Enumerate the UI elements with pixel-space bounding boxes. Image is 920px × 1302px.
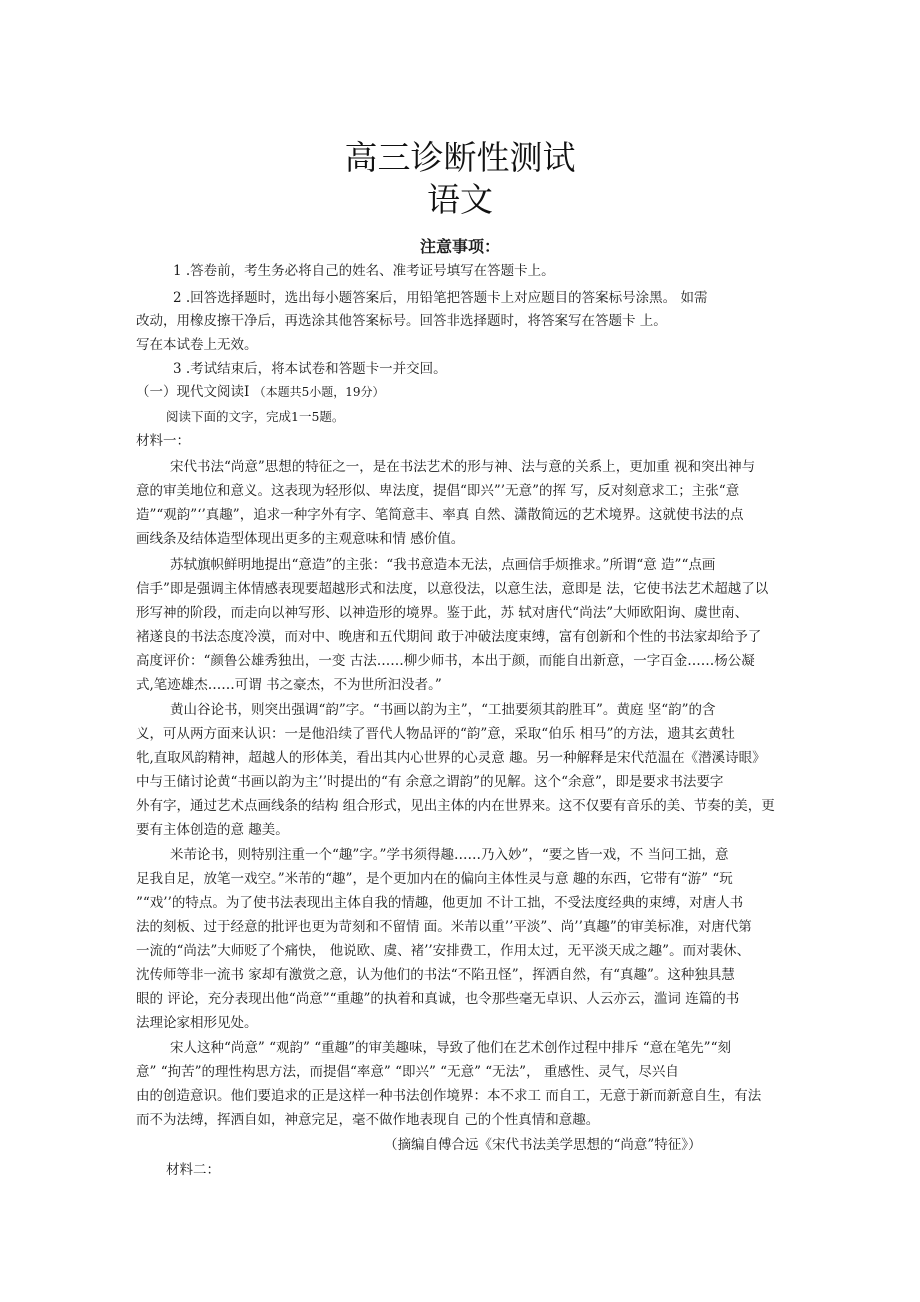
- material-1-line: 中与王储讨论黄“书画以韵为主’’时提出的“有 余意之谓韵”的见解。这个“余意”，即是要求书法要字: [136, 774, 724, 790]
- material-1-line: 褚遂良的书法态度冷漠，而对中、晚唐和五代期间 敢于冲破法度束缚，富有创新和个性的书法家却给予了: [136, 629, 762, 645]
- material-1-line: 义，可从两方面来认识：一是他沿续了晋代人物品评的“韵”意，采取“伯乐 相马”的方法，遗其玄黄牡: [136, 726, 735, 742]
- material-1-line: 米芾论书，则特别注重一个“趣”字。”学书须得趣……乃入妙”，“要之皆一戏，不 当问工拙，意: [170, 847, 729, 863]
- reading-direction: 阅读下面的文字，完成1一5题。: [166, 409, 345, 424]
- material-1-line: 宋人这种“尚意” “观韵” “重趣”的审美趣味，导致了他们在艺术创作过程中排斥 “意在笔先”“刻: [170, 1040, 731, 1056]
- material-1-line: 足我自足，放笔一戏空。”米芾的“趣”，是个更加内在的偏向主体性灵与意 趣的东西，它带有“游” “玩: [136, 871, 733, 887]
- material-1-line: 信手”即是强调主体情感表现要超越形式和法度，以意役法，以意生法，意即是 法，它使书法艺术超越了以: [136, 581, 769, 597]
- material-1-line: 由的创造意识。他们要追求的正是这样一种书法创作境界：本不求工 而自工，无意于新而新意自生，有法: [136, 1088, 762, 1104]
- material-1-line: 意的审美地位和意义。这表现为轻形似、卑法度，提倡“即兴”’无意”的挥 写，反对刻意求工；主张“意: [136, 483, 740, 499]
- material-1-line: 一流的“尚法”大师贬了个痛快， 他说欧、虞、褚’’安排费工，作用太过，无平淡天成之趣”。而对裴休、: [136, 943, 751, 959]
- notice-heading: 注意事项：: [419, 237, 500, 256]
- material-1-line: 法的刻板、过于经意的批评也更为苛刻和不留情 面。米芾以重’’平淡”、尚’’真趣”的审美标准，对唐代第: [136, 919, 752, 935]
- material-1-line: 法理论家相形见处。: [136, 1015, 258, 1031]
- material-1-line: ”“戏’’的特点。为了使书法表现出主体自我的情趣，他更加 不计工拙，不受法度经典的束缚，对唐人书: [136, 895, 744, 911]
- section-title: （一）现代文阅读Ⅰ: [136, 384, 250, 400]
- material-1-line: 苏轼旗帜鲜明地提出“意造”的主张：“我书意造本无法，点画信手烦推求。”所谓“意 造”“点画: [170, 557, 716, 573]
- exam-title: 高三诊断性测试: [344, 138, 576, 177]
- material-1-line: 意” “拘苦”的理性构思方法，而提倡“率意” “即兴” “无意” “无法”， 重感性、灵气，尽兴自: [136, 1064, 679, 1080]
- material-1-line: 眼的 评论，充分表现出他“尚意”“重趣”的执着和真诚，也令那些毫无卓识、人云亦云，滥词 连篇的书: [136, 991, 740, 1007]
- exam-subject: 语文: [427, 180, 493, 219]
- material-1-line: 外有字，通过艺术点画线条的结构 组合形式，见出主体的内在世界来。这不仅要有音乐的美、节奏的美，更: [136, 798, 775, 814]
- instruction-2-end: 写在本试卷上无效。: [136, 337, 258, 353]
- material-1-line: 形写神的阶段，而走向以神写形、以神造形的境界。鉴于此，苏 轼对唐代“尚法”大师欧阳询、虞世南、: [136, 605, 749, 621]
- material-1-line: 沈传师等非一流书 家却有激赏之意，认为他们的书法“不陷丑怪”，挥洒自然，有“真趣”。这种独具慧: [136, 967, 735, 983]
- instruction-1: 1 .答卷前，考生务必将自己的姓名、准考证号填写在答题卡上。: [173, 263, 555, 279]
- section-heading: [136, 382, 385, 402]
- section-note: （本题共5小题，19分）: [253, 385, 385, 399]
- material-1-line: 牝,直取风韵精神，超越人的形体美，看出其内心世界的心灵意 趣。另一种解释是宋代范温在《潜溪诗眼》: [136, 750, 766, 766]
- instruction-2: 2 .回答选择题时，选出每小题答案后，用铅笔把答题卡上对应题目的答案标号涂黑。 如需: [173, 290, 708, 306]
- instruction-3: 3 .考试结束后，将本试卷和答题卡一并交回。: [173, 361, 447, 377]
- instruction-2-cont: 改动，用橡皮擦干净后，再选涂其他答案标号。回答非选择题时，将答案写在答题卡 上。: [136, 313, 667, 329]
- material-1-line: 要有主体创造的意 趣美。: [136, 822, 289, 838]
- material-1-line: 式,笔迹雄杰……可谓 书之豪杰，不为世所汩没者。”: [136, 677, 442, 693]
- material-1-line: 造”“观韵”‘’真趣”，追求一种字外有字、笔简意丰、率真 自然、潇散简远的艺术境界。这就使书法的点: [136, 507, 744, 523]
- source-citation: （摘编自傅合远《宋代书法美学思想的“尚意”特征》）: [384, 1137, 702, 1153]
- material-1-line: 宋代书法“尚意”思想的特征之一，是在书法艺术的形与神、法与意的关系上，更加重 视和突出神与: [170, 459, 756, 475]
- material-1-line: 而不为法缚，挥洒自如，神意完足，毫不做作地表现自 己的个性真情和意趣。: [136, 1112, 600, 1128]
- material-2-label: 材料二：: [166, 1162, 220, 1178]
- material-1-line: 画线条及结体造型体现出更多的主观意味和情 感价值。: [136, 531, 465, 547]
- material-1-line: 高度评价：“颜鲁公雄秀独出，一变 古法……柳少师书，本出于颜，而能自出新意，一字百金……杨公凝: [136, 653, 755, 669]
- material-1-label: 材料一：: [136, 433, 190, 449]
- material-1-line: 黄山谷论书，则突出强调“韵”字。“书画以韵为主”，“工拙要须其韵胜耳”。黄庭 坚“韵”的含: [170, 702, 716, 718]
